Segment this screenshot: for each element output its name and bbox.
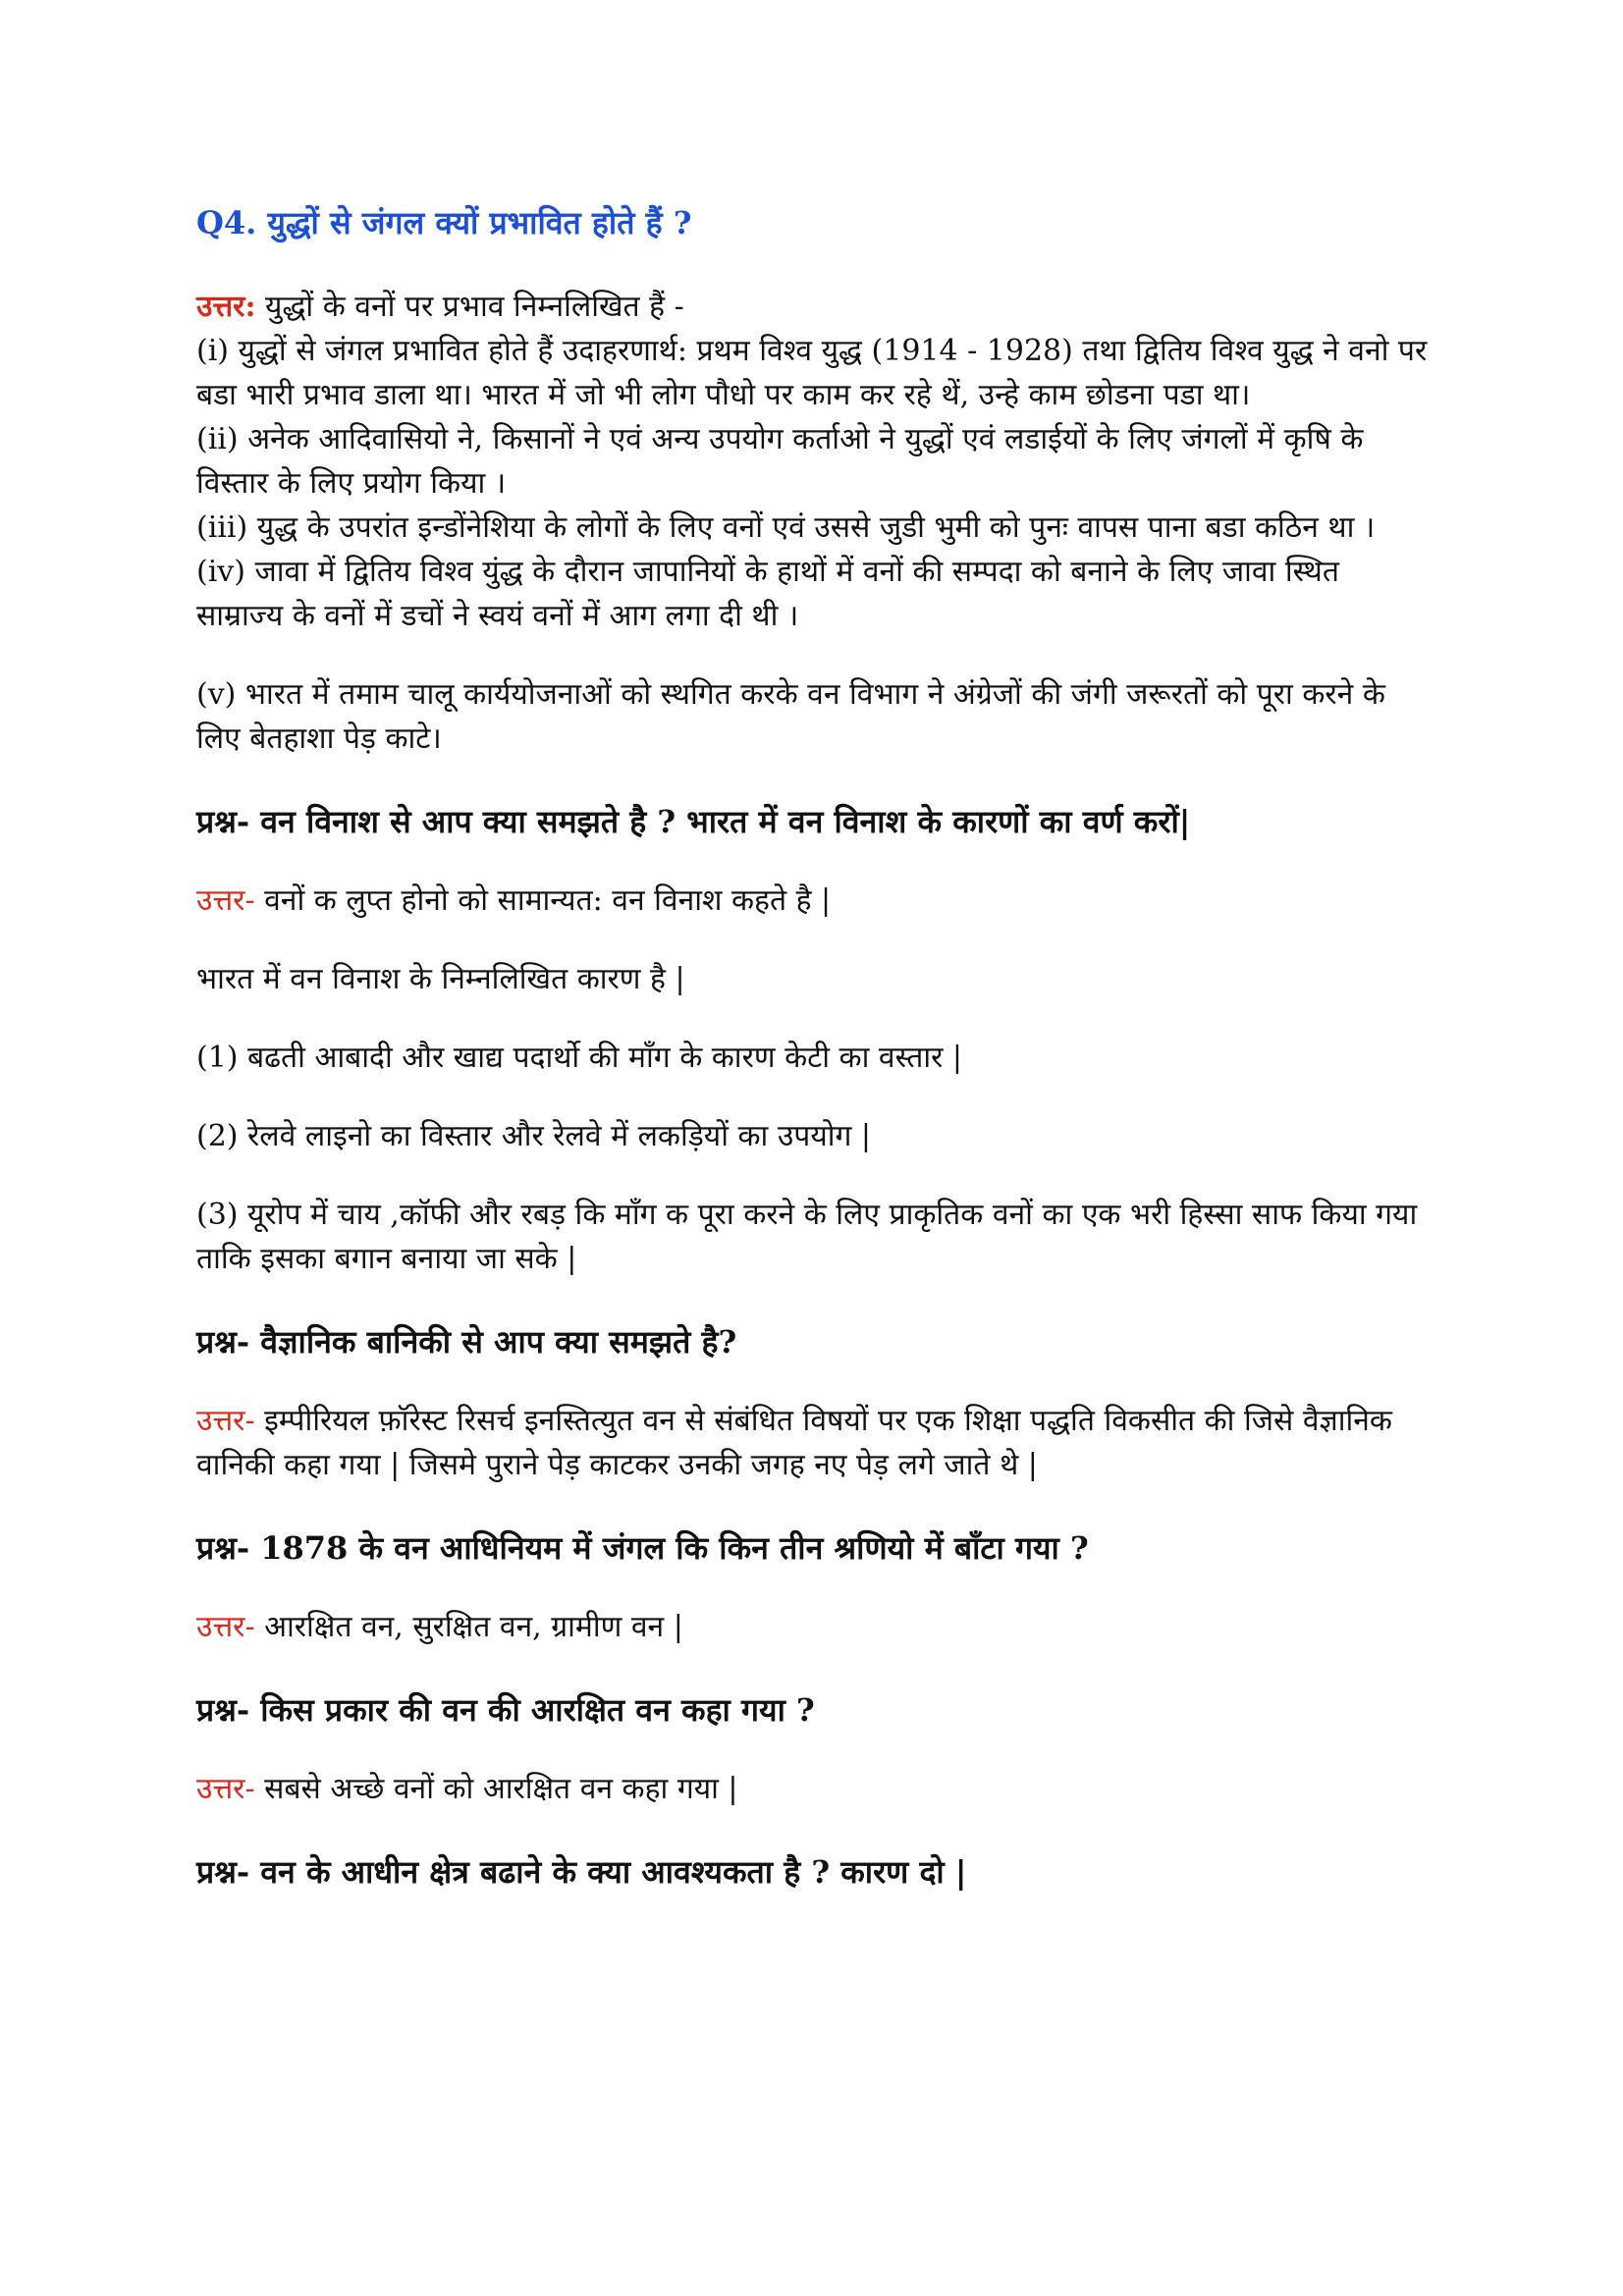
deforestation-reason-3: (3) यूरोप में चाय ,कॉफी और रबड़ कि माँग क पूरा करने के लिए प्राकृतिक वनों का एक भरी हिस्सा साफ किया गया ताकि इसका बगान बनाया जा सके |	[196, 1198, 1418, 1276]
question-reserved-forest-heading: प्रश्न- किस प्रकार की वन की आरक्षित वन कहा गया ?	[196, 1691, 815, 1729]
answer-scientific-forestry	[196, 1399, 1434, 1487]
answer-reserved-forest	[196, 1767, 1434, 1811]
answer-forest-act	[196, 1605, 1434, 1649]
question-deforestation-heading: प्रश्न- वन विनाश से आप क्या समझते है ? भारत में वन विनाश के कारणों का वर्ण करों|	[196, 803, 1191, 840]
answer-label: उत्तर-	[196, 1772, 255, 1806]
answer-label: उत्तर-	[196, 883, 255, 918]
deforestation-reason-2: (2) रेलवे लाइनो का विस्तार और रेलवे में लकड़ियों का उपयोग |	[196, 1119, 872, 1153]
deforestation-reasons-intro: भारत में वन विनाश के निम्नलिखित कारण है |	[196, 962, 685, 996]
question-q4-heading: Q4. युद्धों से जंगल क्यों प्रभावित होते हैं ?	[196, 204, 692, 241]
answer-text: इम्पीरियल फ़ॉरेस्ट रिसर्च इनस्तित्युत वन से संबंधित विषयों पर एक शिक्षा पद्धति विकसीत की जिसे वैज्ञानिक वानिकी कहा गया | जिसमे पुराने पेड़ काटकर उनकी जगह नए पेड़ लगे जाते थे |	[196, 1404, 1392, 1482]
answer-label: उत्तर:	[196, 290, 256, 324]
answer-label: उत्तर-	[196, 1404, 255, 1438]
answer-q4-point-5: (v) भारत में तमाम चालू कार्ययोजनाओं को स्थगित करके वन विभाग ने अंग्रेजों की जंगी जरूरतों को पूरा करने के लिए बेतहाशा पेड़ काटे।	[196, 677, 1385, 756]
answer-text: वनों क लुप्त होनो को सामान्यत: वन विनाश कहते है |	[254, 883, 832, 918]
answer-q4-intro	[196, 285, 1434, 329]
answer-q4-point-2: (ii) अनेक आदिवासियो ने, किसानों ने एवं अन्य उपयोग कर्ताओ ने युद्धों एवं लडाईयों के लिए जंगलों में कृषि के विस्तार के लिए प्रयोग किया ।	[196, 422, 1364, 501]
question-forest-area-heading: प्रश्न- वन के आधीन क्षेत्र बढाने के क्या आवश्यकता है ? कारण दो |	[196, 1853, 967, 1891]
deforestation-reason-1: (1) बढती आबादी और खाद्य पदार्थो की माँग के कारण केटी का वस्तार |	[196, 1041, 963, 1075]
answer-intro-text: युद्धों के वनों पर प्रभाव निम्नलिखित हैं -	[255, 290, 684, 324]
question-scientific-forestry-heading: प्रश्न- वैज्ञानिक बानिकी से आप क्या समझते है?	[196, 1323, 737, 1361]
answer-q4-point-3: (iii) युद्ध के उपरांत इन्डोंनेशिया के लोगों के लिए वनों एवं उससे जुडी भुमी को पुनः वापस पाना बडा कठिन था ।	[196, 510, 1376, 545]
answer-q4-point-4: (iv) जावा में द्वितिय विश्व युंद्ध के दौरान जापानियों के हाथों में वनों की सम्पदा को बनाने के लिए जावा स्थित साम्राज्य के वनों में डचों ने स्वयं वनों में आग लगा दी थी ।	[196, 555, 1339, 633]
answer-text: सबसे अच्छे वनों को आरक्षित वन कहा गया |	[254, 1772, 738, 1806]
document-page	[196, 201, 1434, 1895]
answer-deforestation	[196, 879, 1434, 923]
question-forest-act-heading: प्रश्न- 1878 के वन आधिनियम में जंगल कि किन तीन श्रणियो में बाँटा गया ?	[196, 1529, 1089, 1567]
answer-q4-point-1: (i) युद्धों से जंगल प्रभावित होते हैं उदाहरणार्थ: प्रथम विश्व युद्ध (1914 - 1928) तथा द्वितिय विश्व युद्ध ने वनो पर बडा भारी प्रभाव डाला था। भारत में जो भी लोग पौधो पर काम कर रहे थें, उन्हे काम छोडना पडा था।	[196, 334, 1428, 412]
answer-label: उत्तर-	[196, 1610, 255, 1644]
answer-text: आरक्षित वन, सुरक्षित वन, ग्रामीण वन |	[254, 1610, 683, 1644]
